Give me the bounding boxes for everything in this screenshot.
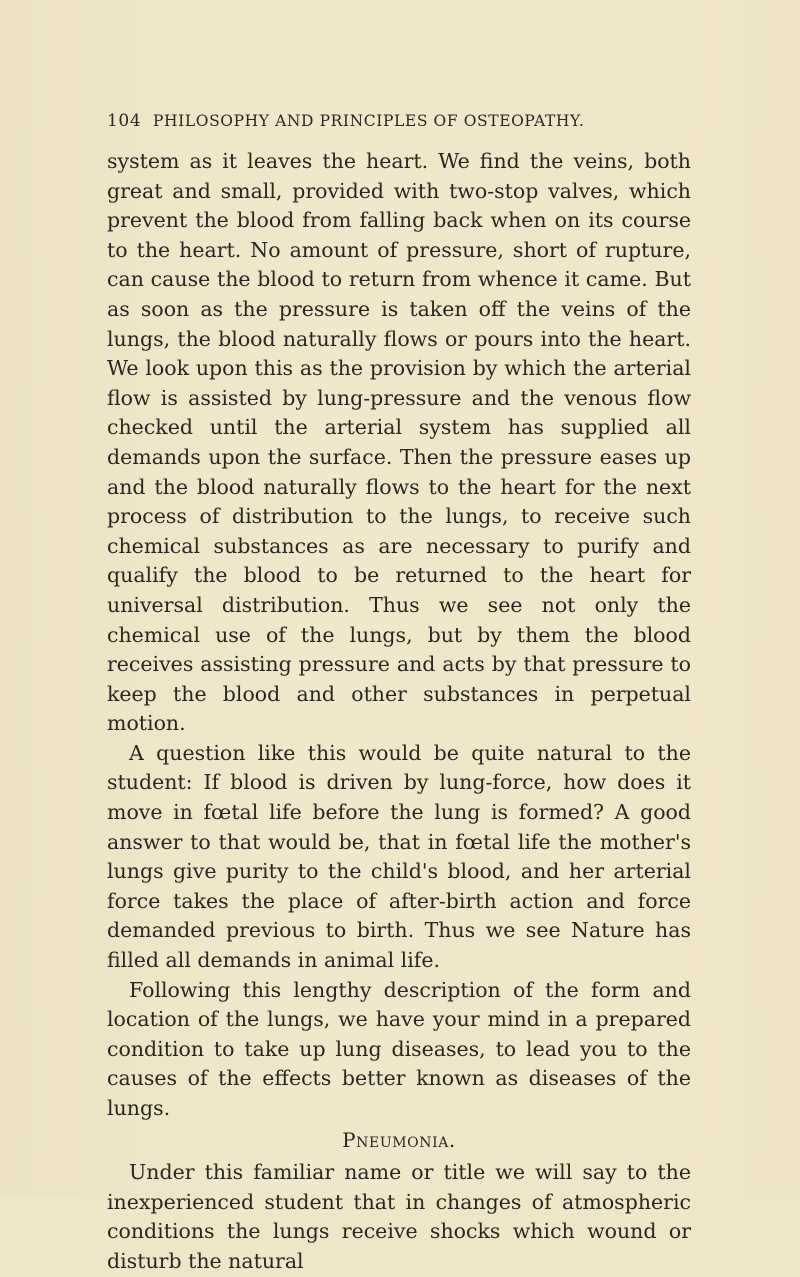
section-heading: Pneumonia. bbox=[342, 1127, 456, 1152]
body-text bbox=[107, 147, 691, 1277]
page-header bbox=[107, 111, 707, 131]
running-head: PHILOSOPHY AND PRINCIPLES OF OSTEOPATHY. bbox=[153, 112, 585, 130]
paragraph-1: system as it leaves the heart. We find the veins, both great and small, provided with two-stop valves, which prevent the blood from falling back when on its course to the heart. No amount of pressure, short of rupture, can cause the blood to return from whence it came. But as soon as the pressure is taken off the veins of the lungs, the blood naturally flows or pours into the heart. We look upon this as the provision by which the arterial flow is assisted by lung-pressure and the venous flow checked until the arterial system has supplied all demands upon the surface. Then the pressure eases up and the blood naturally flows to the heart for the next process of distribution to the lungs, to receive such chemical substances as are necessary to purify and qualify the blood to be returned to the heart for universal distribution. Thus we see not only the chemical use of the lungs, but by them the blood receives assisting pressure and acts by that pressure to keep the blood and other substances in perpetual motion. bbox=[107, 149, 691, 736]
paragraph-3: Following this lengthy description of the form and location of the lungs, we have your mind in a prepared condition to take up lung diseases, to lead you to the causes of the effects better known as diseases of the lungs. bbox=[107, 977, 691, 1120]
page-number: 104 bbox=[107, 111, 142, 131]
paragraph-2: A question like this would be quite natural to the student: If blood is driven by lung-force, how does it move in fœtal life before the lung is formed? A good answer to that would be, that in fœtal life the mother's lungs give purity to the child's blood, and her arterial force takes the place of after-birth action and force demanded previous to birth. Thus we see Nature has filled all demands in animal life. bbox=[107, 740, 691, 973]
section-paragraph: Under this familiar name or title we will say to the inexperienced student that in changes of atmospheric conditions the lungs receive shocks which wound or disturb the natural bbox=[107, 1160, 691, 1273]
